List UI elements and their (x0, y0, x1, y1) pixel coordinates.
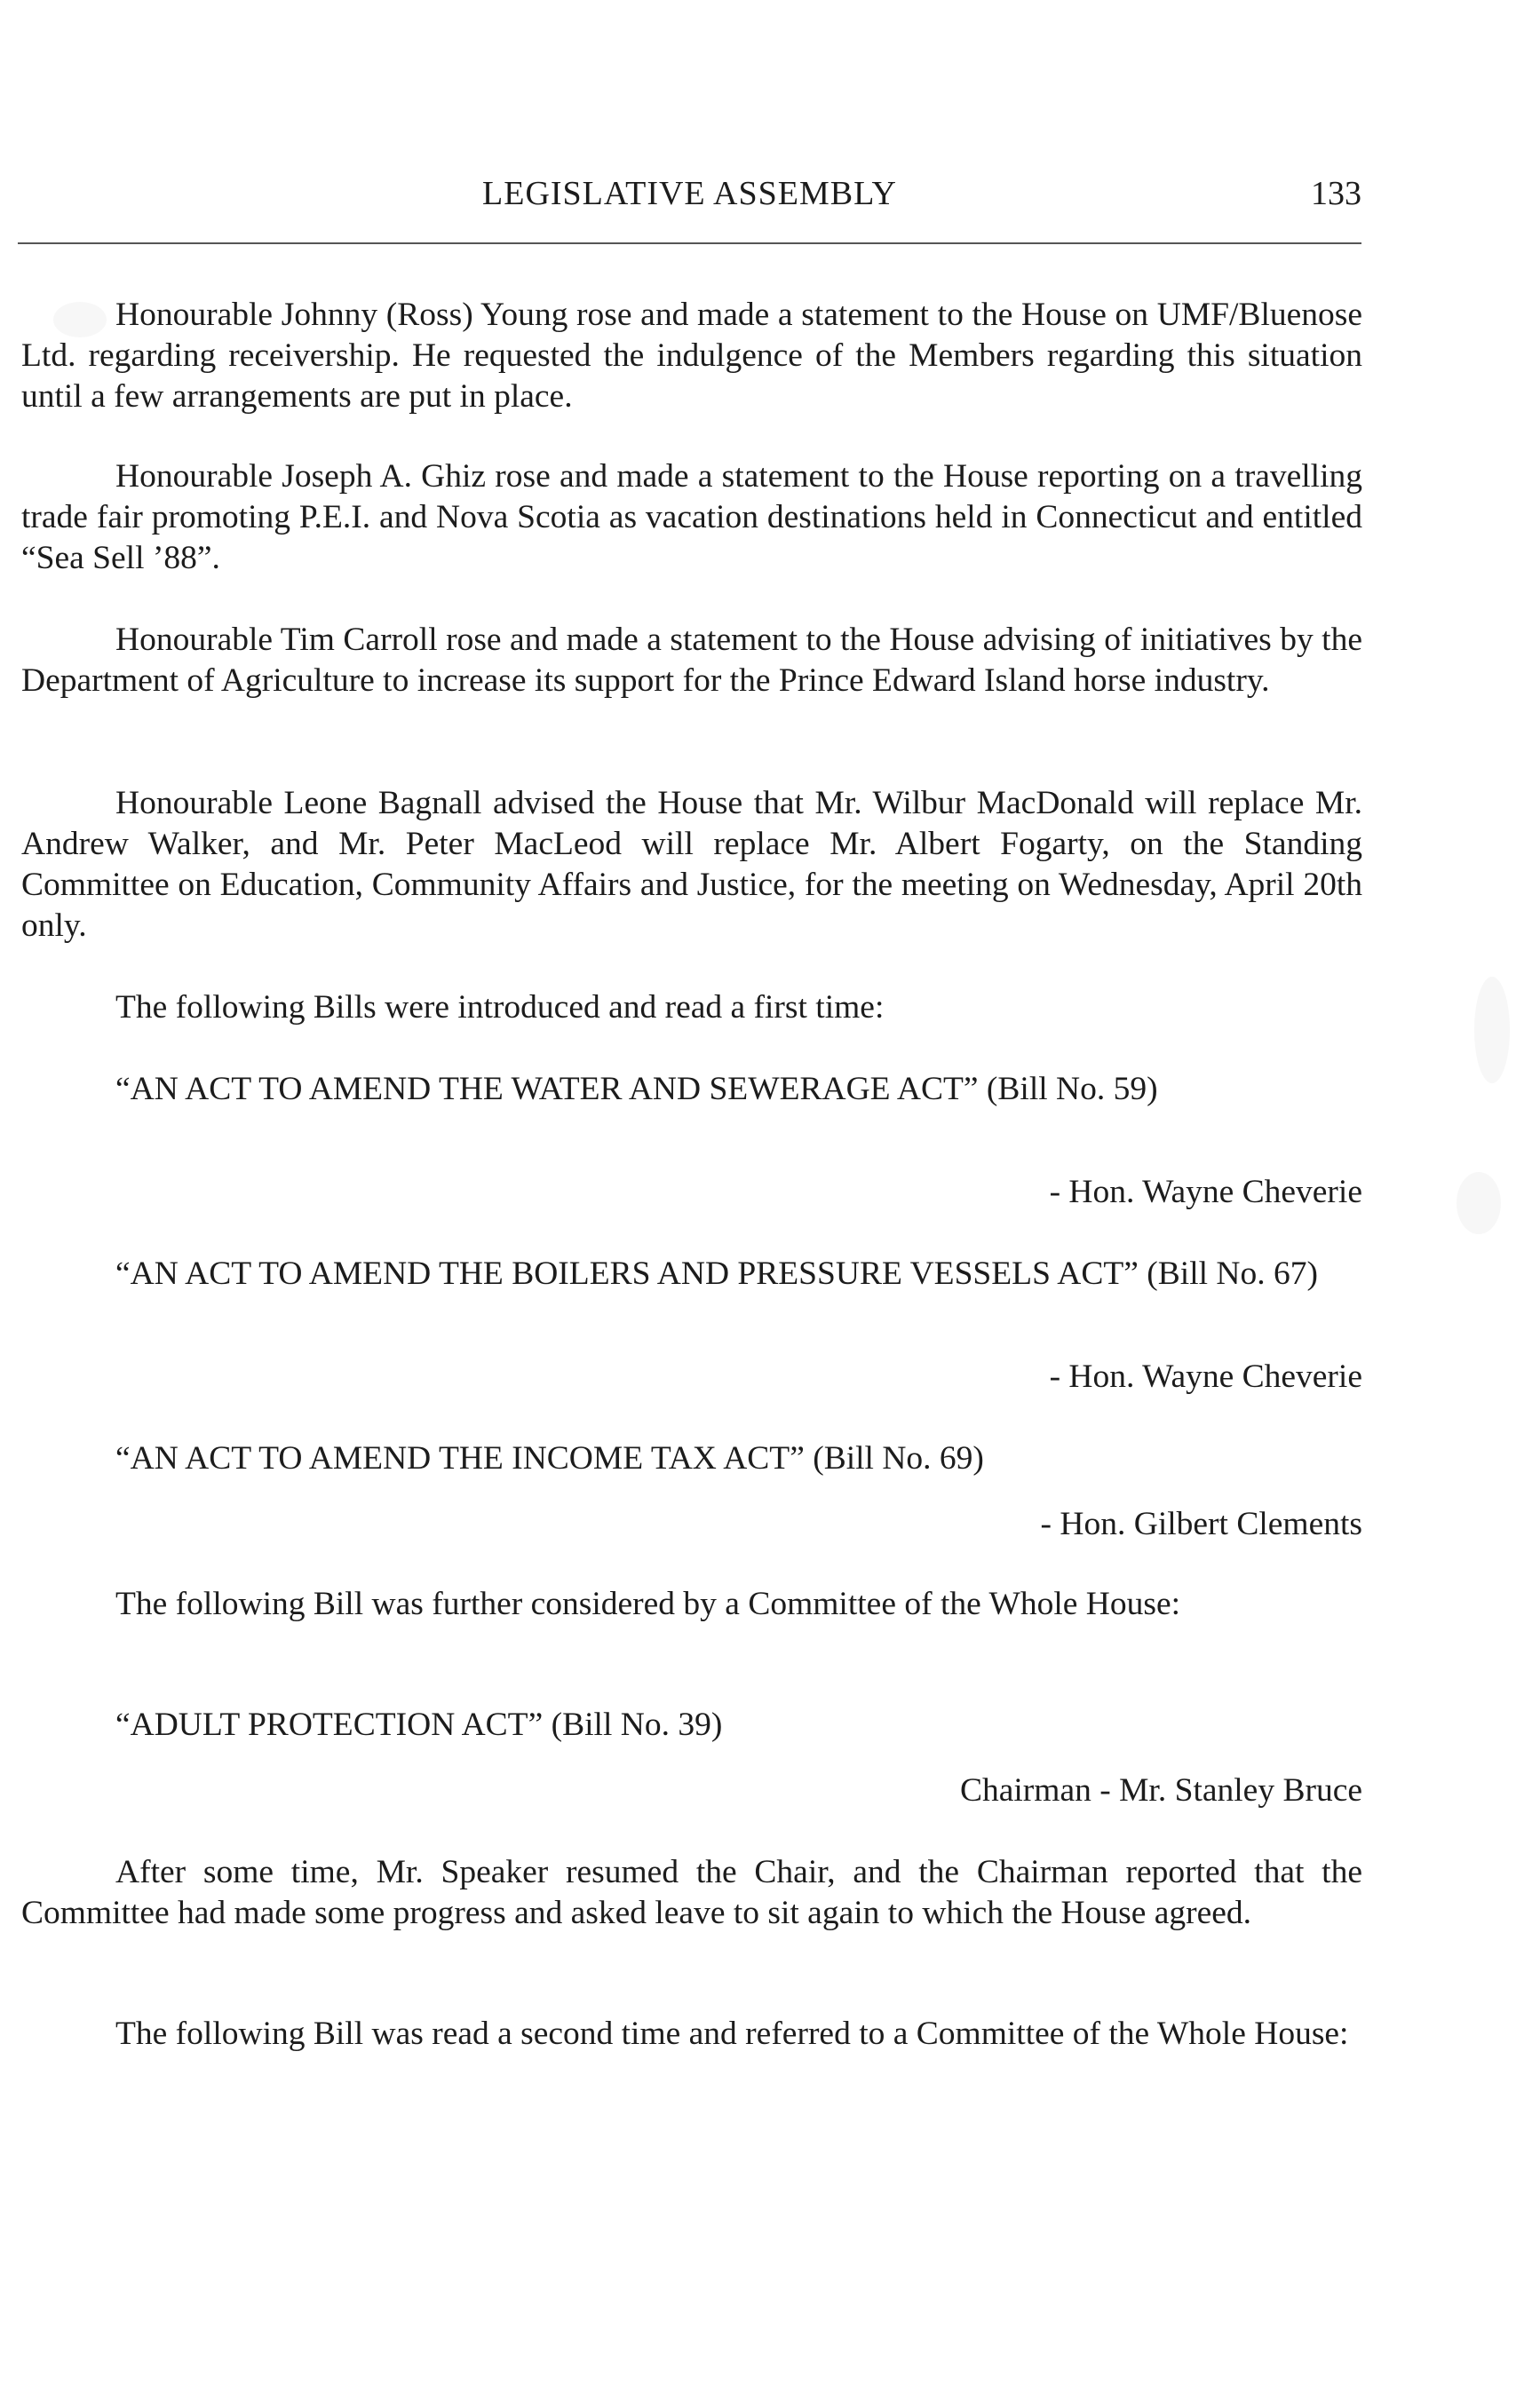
bill-water-sewerage-sponsor: - Hon. Wayne Cheverie (1049, 1174, 1362, 1210)
bill-income-tax: “AN ACT TO AMEND THE INCOME TAX ACT” (Bill No. 69) (115, 1440, 984, 1477)
header-divider (18, 242, 1361, 244)
paragraph-speaker-resumed: After some time, Mr. Speaker resumed the Chair, and the Chairman reported that the Committee had made some progress and asked leave to sit again to which the House agreed. (21, 1854, 1362, 1931)
paragraph-carroll-statement: Honourable Tim Carroll rose and made a statement to the House advising of initiatives by the Department of Agriculture to increase its support for the Prince Edward Island horse industry. (21, 622, 1362, 699)
paragraph-committee-whole: The following Bill was further considered by a Committee of the Whole House: (115, 1586, 1181, 1622)
scan-smudge (1457, 1172, 1501, 1234)
bill-boilers-sponsor: - Hon. Wayne Cheverie (1049, 1358, 1362, 1395)
page-number: 133 (1311, 175, 1361, 212)
bill-adult-protection: “ADULT PROTECTION ACT” (Bill No. 39) (115, 1707, 723, 1743)
paragraph-young-statement: Honourable Johnny (Ross) Young rose and made a statement to the House on UMF/Bluenose Ltd. regarding receivership. He requested the indulgence of the Members regarding this situation until a few arrangements are put in place. (21, 297, 1362, 415)
bill-boilers-pressure-vessels: “AN ACT TO AMEND THE BOILERS AND PRESSURE VESSELS ACT” (Bill No. 67) (115, 1255, 1318, 1292)
bill-water-sewerage: “AN ACT TO AMEND THE WATER AND SEWERAGE ACT” (Bill No. 59) (115, 1071, 1158, 1107)
paragraph-ghiz-statement: Honourable Joseph A. Ghiz rose and made a statement to the House reporting on a travelling trade fair promoting P.E.I. and Nova Scotia as vacation destinations held in Connecticut and entitled “Sea Sell ’88”. (21, 458, 1362, 576)
scan-smudge (53, 302, 107, 337)
committee-chairman: Chairman - Mr. Stanley Bruce (959, 1772, 1362, 1809)
running-head: LEGISLATIVE ASSEMBLY (482, 175, 897, 212)
page-header (18, 174, 1361, 218)
bill-income-tax-sponsor: - Hon. Gilbert Clements (1040, 1506, 1362, 1542)
paragraph-bills-introduced: The following Bills were introduced and read a first time: (115, 989, 885, 1026)
scan-smudge (1474, 977, 1510, 1083)
paragraph-second-reading: The following Bill was read a second time and referred to a Committee of the Whole House: (115, 2016, 1349, 2052)
paragraph-bagnall-committee: Honourable Leone Bagnall advised the House that Mr. Wilbur MacDonald will replace Mr. Andrew Walker, and Mr. Peter MacLeod will replace Mr. Albert Fogarty, on the Standing Committee on Education, Community Affairs and Justice, for the meeting on Wednesday, April 20th only. (21, 785, 1362, 944)
